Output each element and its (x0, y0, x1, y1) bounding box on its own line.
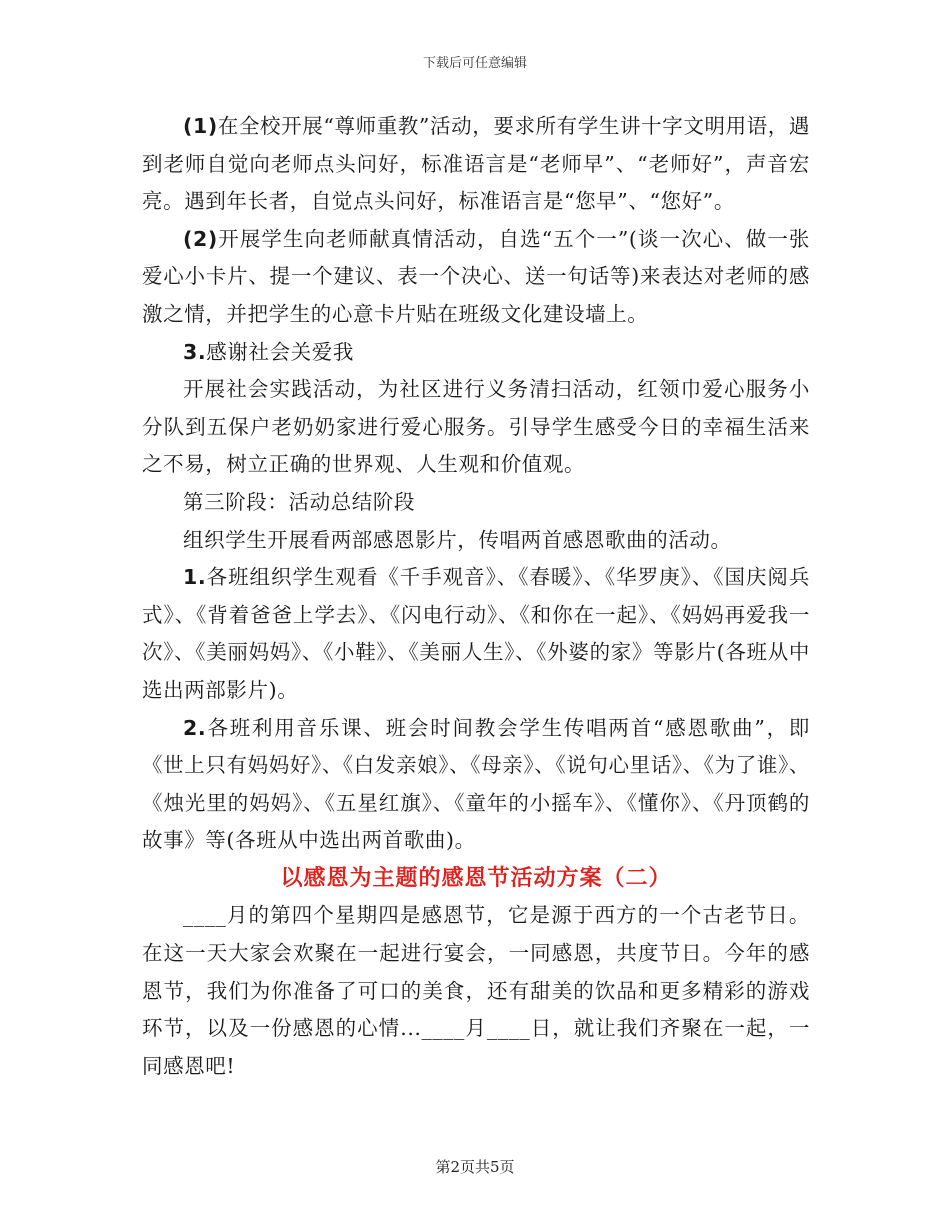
paragraph-7-movies (142, 559, 810, 709)
paragraph-4 (142, 371, 810, 484)
paragraph-8-songs (142, 710, 810, 860)
paragraph-6 (142, 522, 810, 560)
paragraph-8-text: 各班利用音乐课、班会时间教会学生传唱两首“感恩歌曲”，即《世上只有妈妈好》、《白发亲娘》、《母亲》、《说句心里话》、《为了谁》、《烛光里的妈妈》、《五星红旗》、《童年的小摇车》、《懂你》、《丹顶鹤的故事》等(各班从中选出两首歌曲)。 (142, 715, 810, 853)
paragraph-1-text: 在全校开展“尊师重教”活动，要求所有学生讲十字文明用语，遇到老师自觉向老师点头问好，标准语言是“老师早”、“老师好”，声音宏亮。遇到年长者，自觉点头问好，标准语言是“您早”、“您好”。 (142, 114, 810, 214)
page-footer: 第2页共5页 (435, 1158, 515, 1176)
paragraph-5-stage-heading (142, 484, 810, 522)
paragraph-9-intro (142, 897, 810, 1085)
paragraph-3-heading (142, 334, 810, 372)
paragraph-5-text: 第三阶段：活动总结阶段 (183, 489, 416, 514)
paragraph-2-number: (2) (183, 226, 218, 251)
paragraph-8-number: 2. (183, 715, 207, 740)
paragraph-7-text: 各班组织学生观看《千手观音》、《春暖》、《华罗庚》、《国庆阅兵式》、《背着爸爸上学去》、《闪电行动》、《和你在一起》、《妈妈再爱我一次》、《美丽妈妈》、《小鞋》、《美丽人生》、《外婆的家》等影片(各班从中选出两部影片)。 (142, 565, 810, 702)
paragraph-6-text: 组织学生开展看两部感恩影片，传唱两首感恩歌曲的活动。 (183, 527, 732, 552)
paragraph-3-number: 3. (183, 339, 207, 364)
paragraph-2-text: 开展学生向老师献真情活动，自选“五个一”(谈一次心、做一张爱心小卡片、提一个建议、表一个决心、送一句话等)来表达对老师的感激之情，并把学生的心意卡片贴在班级文化建设墙上。 (142, 226, 810, 326)
paragraph-7-number: 1. (183, 565, 207, 590)
paragraph-2 (142, 221, 810, 334)
document-body (142, 108, 810, 1085)
paragraph-1-number: (1) (183, 114, 218, 138)
page-header: 下载后可任意编辑 (422, 56, 527, 71)
paragraph-9-text: ____月的第四个星期四是感恩节，它是源于西方的一个古老节日。在这一天大家会欢聚在一起进行宴会，一同感恩，共度节日。今年的感恩节，我们为你准备了可口的美食，还有甜美的饮品和更多精彩的游戏环节，以及一份感恩的心情...____月____日，就让我们齐聚在一起，一同感恩吧! (142, 903, 810, 1078)
paragraph-1 (142, 108, 810, 221)
section-title: 以感恩为主题的感恩节活动方案（二） (280, 865, 672, 891)
paragraph-3-text: 感谢社会关爱我 (206, 339, 354, 364)
paragraph-4-text: 开展社会实践活动，为社区进行义务清扫活动，红领巾爱心服务小分队到五保户老奶奶家进行爱心服务。引导学生感受今日的幸福生活来之不易，树立正确的世界观、人生观和价值观。 (142, 377, 810, 477)
